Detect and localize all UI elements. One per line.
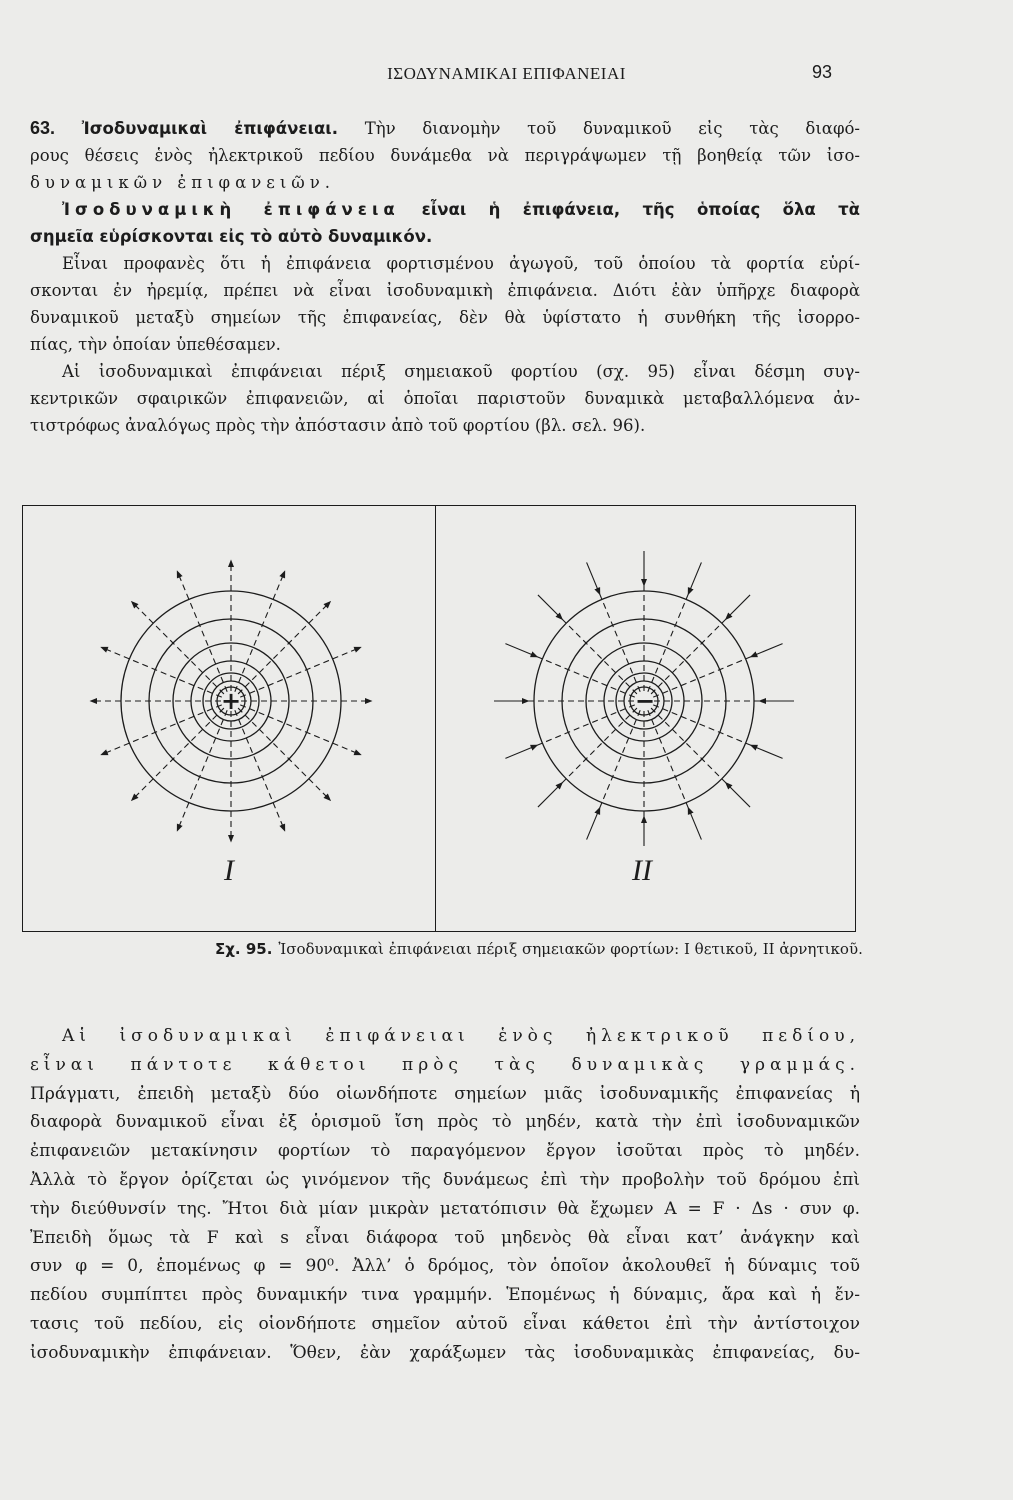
field-line-arrow bbox=[132, 602, 224, 694]
panel-positive-charge bbox=[23, 506, 435, 931]
field-line-arrow bbox=[587, 562, 600, 593]
field-line bbox=[562, 619, 637, 694]
field-line-arrow bbox=[505, 644, 536, 657]
paragraph-line: Αἱ ἰσοδυναμικαὶ ἐπιφάνειαι πέριξ σημειακοῦ φορτίου (σχ. 95) εἶναι δέσμη συγ- bbox=[62, 362, 860, 381]
caption-label: Σχ. 95. bbox=[215, 940, 273, 958]
page-number: 93 bbox=[812, 62, 833, 82]
field-line-arrow bbox=[132, 708, 224, 800]
definition-term: Ἰσοδυναμικὴ ἐπιφάνεια bbox=[62, 200, 400, 219]
field-line-arrow bbox=[238, 708, 330, 800]
definition-text: εἶναι ἡ ἐπιφάνεια, τῆς ὁποίας ὅλα τὰ bbox=[421, 200, 860, 219]
positive-charge-diagram bbox=[23, 506, 435, 846]
section-heading-line bbox=[30, 115, 860, 142]
field-line-arrow bbox=[726, 783, 750, 807]
field-line-arrow bbox=[751, 644, 782, 657]
negative-charge-diagram bbox=[436, 506, 848, 846]
paragraph-line: ἐπιφανειῶν μετακίνησιν φορτίων τὸ παραγόμενον ἔργον ἰσοῦται πρὸς τὸ μηδέν. bbox=[30, 1141, 860, 1162]
paragraph-line: Ἐπειδὴ ὅμως τὰ F καὶ s εἶναι διάφορα τοῦ μηδενὸς θὰ εἶναι κατ’ ἀνάγκην καὶ bbox=[30, 1227, 860, 1248]
figure-caption bbox=[215, 940, 863, 958]
definition-line bbox=[30, 196, 860, 223]
paragraph-line: συν φ = 0, ἑπομένως φ = 90⁰. Ἀλλ’ ὁ δρόμος, τὸν ὁποῖον ἀκολουθεῖ ἡ δύναμις τοῦ bbox=[30, 1256, 860, 1277]
paragraph-line: τὴν διεύθυνσίν της. Ἤτοι διὰ μίαν μικρὰν μετατόπισιν θὰ ἔχωμεν A = F · Δs · συν φ. bbox=[30, 1198, 860, 1219]
emphasis-line: Αἱ ἰσοδυναμικαὶ ἐπιφάνειαι ἑνὸς ἠλεκτρικοῦ πεδίου, bbox=[62, 1026, 860, 1046]
intro-line: Τὴν διανομὴν τοῦ δυναμικοῦ εἰς τὰς διαφό- bbox=[364, 119, 861, 138]
paragraph-line: δυναμικοῦ μεταξὺ σημείων τῆς ἐπιφανείας, δὲν θὰ ὑφίστατο ἡ συνθήκη τῆς ἰσορρο- bbox=[30, 308, 860, 327]
section-title: Ἰσοδυναμικαὶ ἐπιφάνειαι. bbox=[81, 119, 338, 138]
paragraph-line: Πράγματι, ἐπειδὴ μεταξὺ δύο οἱωνδήποτε σημείων μιᾶς ἰσοδυναμικῆς ἐπιφανείας ἡ bbox=[30, 1083, 860, 1104]
section-number: 63. bbox=[30, 118, 56, 138]
field-line-arrow bbox=[505, 745, 536, 758]
paragraph-line: τασις τοῦ πεδίου, εἰς οἱονδήποτε σημεῖον αὐτοῦ εἶναι κάθετοι ἐπὶ τὴν ἀντίστοιχον bbox=[30, 1313, 860, 1334]
field-line-arrow bbox=[238, 602, 330, 694]
field-line-arrow bbox=[688, 562, 701, 593]
body-text bbox=[30, 1022, 860, 1368]
plus-charge-symbol: + bbox=[220, 687, 242, 715]
paragraph-line: ἰσοδυναμικὴν ἐπιφάνειαν. Ὅθεν, ἐὰν χαράξωμεν τὰς ἰσοδυναμικὰς ἐπιφανείας, δυ- bbox=[30, 1342, 860, 1363]
paragraph-line: Ἀλλὰ τὸ ἔργον ὁρίζεται ὡς γινόμενον τῆς δυνάμεως ἐπὶ τὴν προβολὴν τοῦ δρόμου ἐπὶ bbox=[30, 1169, 860, 1190]
field-line-arrow bbox=[538, 595, 562, 619]
emphasis-line: εἶναι πάντοτε κάθετοι πρὸς τὰς δυναμικὰς γραμμάς. bbox=[30, 1054, 860, 1075]
paragraph-line: Εἶναι προφανὲς ὅτι ἡ ἐπιφάνεια φορτισμένου ἀγωγοῦ, τοῦ ὁποίου τὰ φορτία εὑρί- bbox=[62, 254, 860, 273]
figure-95 bbox=[22, 505, 856, 932]
caption-text: Ἰσοδυναμικαὶ ἐπιφάνειαι πέριξ σημειακῶν φορτίων: I θετικοῦ, II ἀρνητικοῦ. bbox=[278, 940, 863, 958]
paragraph-line: τιστρόφως ἀναλόγως πρὸς τὴν ἀπόστασιν ἀπὸ τοῦ φορτίου (βλ. σελ. 96). bbox=[30, 416, 646, 435]
definition-line: σημεῖα εὑρίσκονται εἰς τὸ αὐτὸ δυναμικόν. bbox=[30, 227, 433, 246]
paragraph-line: σκονται ἐν ἠρεμίᾳ, πρέπει νὰ εἶναι ἰσοδυναμικὴ ἐπιφάνεια. Διότι ἐὰν ὑπῆρχε διαφορὰ bbox=[30, 281, 860, 300]
page-header bbox=[0, 62, 1013, 88]
field-line-arrow bbox=[538, 783, 562, 807]
panel-label-I: I bbox=[224, 854, 234, 887]
running-title: ΙΣΟΔΥΝΑΜΙΚΑΙ ΕΠΙΦΑΝΕΙΑΙ bbox=[387, 64, 626, 83]
field-line-arrow bbox=[751, 745, 782, 758]
intro-line: ρους θέσεις ἑνὸς ἠλεκτρικοῦ πεδίου δυνάμεθα νὰ περιγράψωμεν τῇ βοηθείᾳ τῶν ἰσο- bbox=[30, 146, 860, 165]
paragraph-line: διαφορὰ δυναμικοῦ εἶναι ἐξ ὁρισμοῦ ἴση πρὸς τὸ μηδέν, κατὰ τὴν ἐπὶ ἰσοδυναμικῶν bbox=[30, 1112, 860, 1133]
paragraph-line: πεδίου συμπίπτει πρὸς δυναμικήν τινα γραμμήν. Ἑπομένως ἡ δύναμις, ἄρα καὶ ἡ ἔν- bbox=[30, 1285, 860, 1306]
field-line-arrow bbox=[587, 808, 600, 839]
section-63 bbox=[30, 115, 860, 439]
field-line bbox=[651, 708, 726, 783]
panel-label-II: II bbox=[632, 854, 652, 887]
paragraph-line: πίας, τὴν ὁποίαν ὑπεθέσαμεν. bbox=[30, 335, 281, 354]
field-line bbox=[651, 619, 726, 694]
field-line bbox=[562, 708, 637, 783]
minus-charge-symbol: − bbox=[634, 687, 656, 715]
field-line-arrow bbox=[726, 595, 750, 619]
field-line-arrow bbox=[688, 808, 701, 839]
intro-line: δυναμικῶν ἐπιφανειῶν. bbox=[30, 173, 336, 192]
paragraph-line: κεντρικῶν σφαιρικῶν ἐπιφανειῶν, αἱ ὁποῖαι παριστοῦν δυναμικὰ μεταβαλλόμενα ἀν- bbox=[30, 389, 860, 408]
panel-negative-charge bbox=[436, 506, 848, 931]
